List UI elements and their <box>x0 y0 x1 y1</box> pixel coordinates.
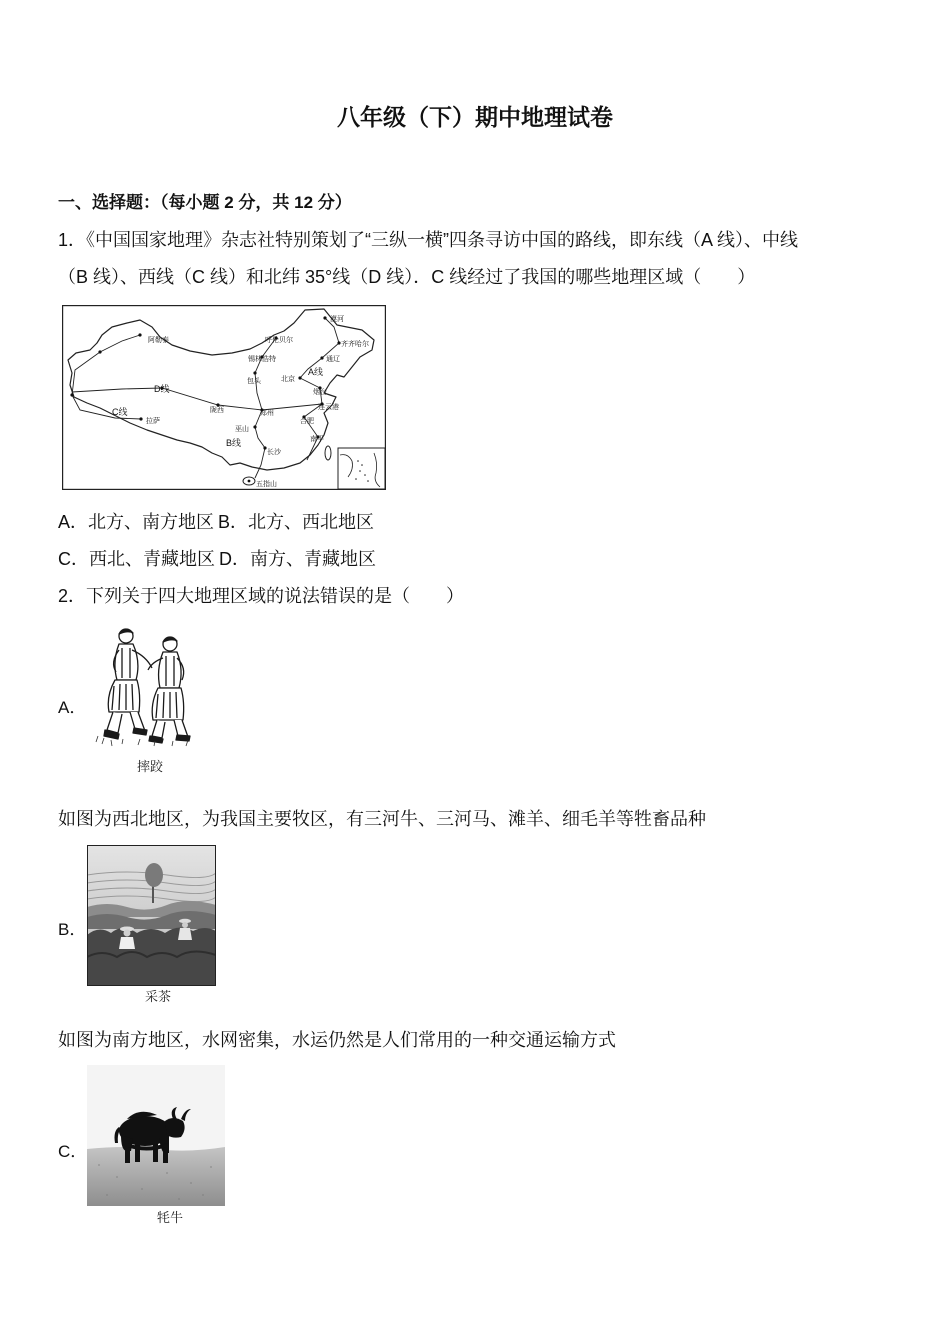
map-label-beijing: 北京 <box>281 376 295 383</box>
map-label-baotou: 包头 <box>247 378 261 385</box>
map-label-line-d: D线 <box>154 384 170 394</box>
south-china-sea-inset <box>338 448 385 489</box>
map-label-hulunbeier: 呼伦贝尔 <box>265 337 293 344</box>
map-label-line-a: A线 <box>308 367 324 377</box>
question1-stem-line2: （B 线）、西线（C 线）和北纬 35°线（D 线）．C 线经过了我国的哪些地理区域（ ） <box>58 267 756 287</box>
tea-picking-photo <box>87 845 216 986</box>
question1-option-a[interactable]: A．北方、南方地区 <box>58 512 215 532</box>
map-label-lasa: 拉萨 <box>146 418 160 425</box>
question1-options-row2 <box>58 548 376 570</box>
wrestling-caption: 摔跤 <box>136 759 163 774</box>
question2-option-b-label[interactable]: B． <box>58 920 87 939</box>
question1-option-d[interactable]: D．南方、青藏地区 <box>219 549 376 569</box>
map-label-nanping: 南平 <box>310 436 324 443</box>
question2-option-a-text: 如图为西北地区，为我国主要牧区，有三河牛、三河马、滩羊、细毛羊等牲畜品种 <box>58 809 706 829</box>
map-label-line-b: B线 <box>226 438 242 448</box>
map-label-aletai: 阿勒泰 <box>148 337 169 344</box>
question2-stem: 2．下列关于四大地理区域的说法错误的是（ ） <box>58 586 465 606</box>
question1-options-row1 <box>58 511 374 533</box>
map-label-longxi: 陇西 <box>210 407 224 414</box>
map-label-changsha: 长沙 <box>267 449 281 456</box>
question2-option-a-label[interactable]: A． <box>58 698 87 717</box>
question2-option-c-label[interactable]: C． <box>58 1142 88 1161</box>
map-frame <box>63 306 386 490</box>
question2-option-b-text: 如图为南方地区，水网密集，水运仍然是人们常用的一种交通运输方式 <box>58 1030 616 1050</box>
section-heading: 一、选择题：（每小题 2 分，共 12 分） <box>58 193 352 212</box>
map-label-qiqihaer: 齐齐哈尔 <box>341 341 369 348</box>
yak-caption: 牦牛 <box>156 1210 183 1225</box>
page-title: 八年级（下）期中地理试卷 <box>337 104 613 130</box>
map-label-lianyungang: 连云港 <box>318 404 339 411</box>
question1-option-c[interactable]: C．西北、青藏地区 <box>58 549 215 569</box>
map-label-xilinhaote: 锡林浩特 <box>248 356 276 363</box>
map-label-zhengzhou: 郑州 <box>260 410 274 417</box>
map-label-yantai: 烟台 <box>313 389 327 396</box>
question1-option-b[interactable]: B．北方、西北地区 <box>218 512 375 532</box>
wrestling-illustration <box>92 622 192 748</box>
map-label-wushan: 巫山 <box>235 426 249 433</box>
map-label-wuzhishan: 五指山 <box>256 481 277 488</box>
map-label-tongliao: 通辽 <box>326 356 340 363</box>
yak-photo <box>87 1065 225 1206</box>
china-route-map <box>62 305 386 490</box>
question1-stem-line1: 1．《中国国家地理》杂志社特别策划了“三纵一横”四条寻访中国的路线，即东线（A 线）、中线 <box>58 230 799 250</box>
map-label-hefei: 合肥 <box>300 418 314 425</box>
map-label-mohe: 漠河 <box>330 316 344 323</box>
map-label-line-c: C线 <box>112 407 128 417</box>
tea-picking-caption: 采茶 <box>144 989 171 1004</box>
